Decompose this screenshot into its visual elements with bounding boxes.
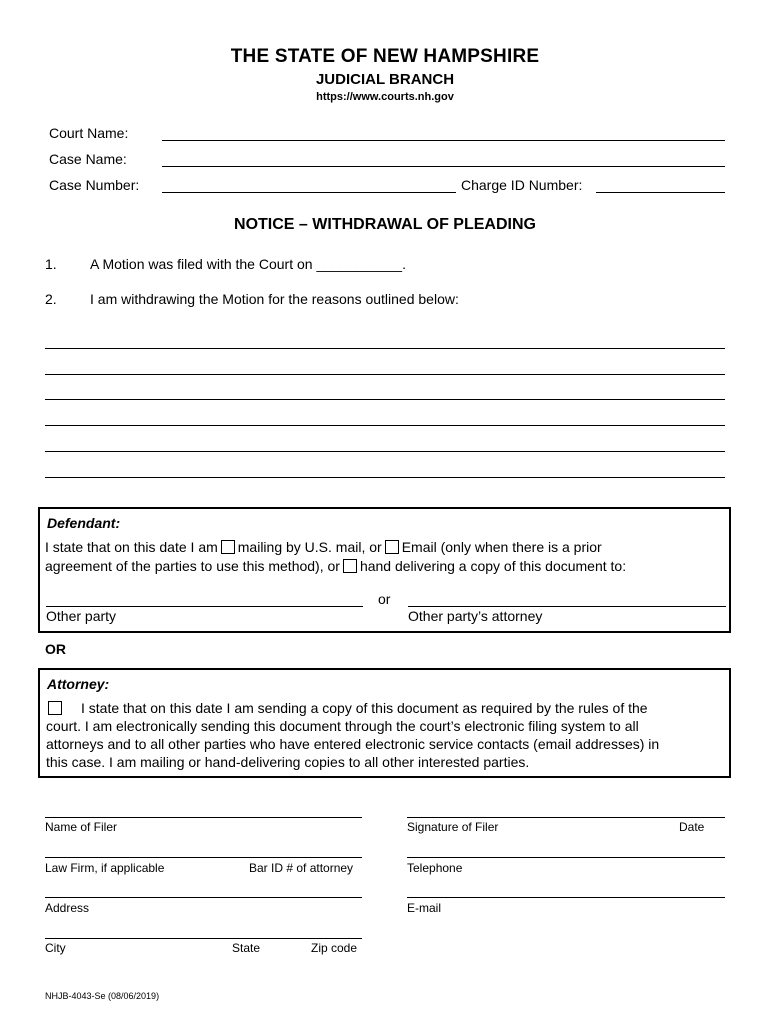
attorney-heading: Attorney: — [47, 676, 110, 692]
form-subtitle: JUDICIAL BRANCH — [315, 71, 455, 88]
item-2-number: 2. — [45, 291, 57, 307]
address-label: Address — [45, 901, 90, 915]
signature-line[interactable] — [407, 817, 725, 818]
attorney-line-3: attorneys and to all other parties who have entered electronic service contacts (email addresses) in — [46, 736, 660, 752]
reason-line[interactable] — [45, 399, 725, 400]
telephone-label: Telephone — [407, 861, 463, 875]
form-title: THE STATE OF NEW HAMPSHIRE — [230, 46, 540, 67]
reason-line[interactable] — [45, 348, 725, 349]
address-line[interactable] — [45, 897, 362, 898]
date-label: Date — [679, 820, 705, 834]
item-1-text: A Motion was filed with the Court on ___________. — [90, 256, 406, 272]
defendant-text-1: I state that on this date I am — [45, 539, 218, 555]
defendant-text-3: Email (only when there is a prior — [401, 539, 602, 555]
name-of-filer-line[interactable] — [45, 817, 362, 818]
email-checkbox[interactable] — [385, 540, 399, 554]
defendant-box — [38, 507, 731, 633]
reason-line[interactable] — [45, 477, 725, 478]
defendant-text-4: agreement of the parties to use this method), or — [45, 558, 340, 574]
item-1-number: 1. — [45, 256, 57, 272]
attorney-line-4: this case. I am mailing or hand-delivering copies to all other interested parties. — [46, 754, 530, 770]
notice-title: NOTICE – WITHDRAWAL OF PLEADING — [234, 216, 536, 233]
email-label: E-mail — [407, 901, 442, 915]
email-line[interactable] — [407, 897, 725, 898]
telephone-line[interactable] — [407, 857, 725, 858]
other-party-label: Other party — [46, 608, 117, 624]
city-label: City — [45, 941, 66, 955]
city-state-zip-line[interactable] — [45, 938, 362, 939]
bar-id-label: Bar ID # of attorney — [249, 861, 354, 875]
defendant-text-2: mailing by U.S. mail, or — [237, 539, 382, 555]
other-party-attorney-label: Other party’s attorney — [408, 608, 543, 624]
attorney-text-1: I state that on this date I am sending a copy of this document as required by the rules of the — [81, 700, 648, 716]
defendant-line-1 — [45, 539, 602, 555]
state-label: State — [232, 941, 261, 955]
mail-checkbox[interactable] — [221, 540, 235, 554]
attorney-box — [38, 668, 731, 778]
or-text: or — [378, 591, 391, 607]
case-number-label: Case Number: — [49, 177, 140, 193]
attorney-line-1 — [46, 700, 648, 716]
signature-of-filer-label: Signature of Filer — [407, 820, 499, 834]
or-separator: OR — [45, 641, 66, 657]
other-party-line[interactable] — [46, 606, 363, 607]
defendant-text-5: hand delivering a copy of this document to: — [359, 558, 627, 574]
name-of-filer-label: Name of Filer — [45, 820, 118, 834]
case-name-field[interactable] — [162, 166, 725, 167]
law-firm-line[interactable] — [45, 857, 362, 858]
court-url: https://www.courts.nh.gov — [316, 91, 454, 103]
charge-id-field[interactable] — [596, 192, 725, 193]
case-number-field[interactable] — [162, 192, 456, 193]
defendant-heading: Defendant: — [47, 515, 121, 531]
reason-line[interactable] — [45, 451, 725, 452]
hand-deliver-checkbox[interactable] — [343, 559, 357, 573]
case-name-label: Case Name: — [49, 151, 127, 167]
charge-id-label: Charge ID Number: — [461, 177, 583, 193]
law-firm-label: Law Firm, if applicable — [45, 861, 165, 875]
zip-label: Zip code — [311, 941, 358, 955]
attorney-line-2: court. I am electronically sending this document through the court’s electronic filing system to all — [46, 718, 639, 734]
attorney-checkbox[interactable] — [48, 701, 62, 715]
defendant-line-2 — [45, 558, 626, 574]
reason-line[interactable] — [45, 425, 725, 426]
court-name-field[interactable] — [162, 140, 725, 141]
other-party-attorney-line[interactable] — [408, 606, 726, 607]
form-number: NHJB-4043-Se (08/06/2019) — [45, 991, 160, 1001]
court-name-label: Court Name: — [49, 125, 129, 141]
reason-line[interactable] — [45, 374, 725, 375]
item-2-text: I am withdrawing the Motion for the reasons outlined below: — [90, 291, 459, 307]
